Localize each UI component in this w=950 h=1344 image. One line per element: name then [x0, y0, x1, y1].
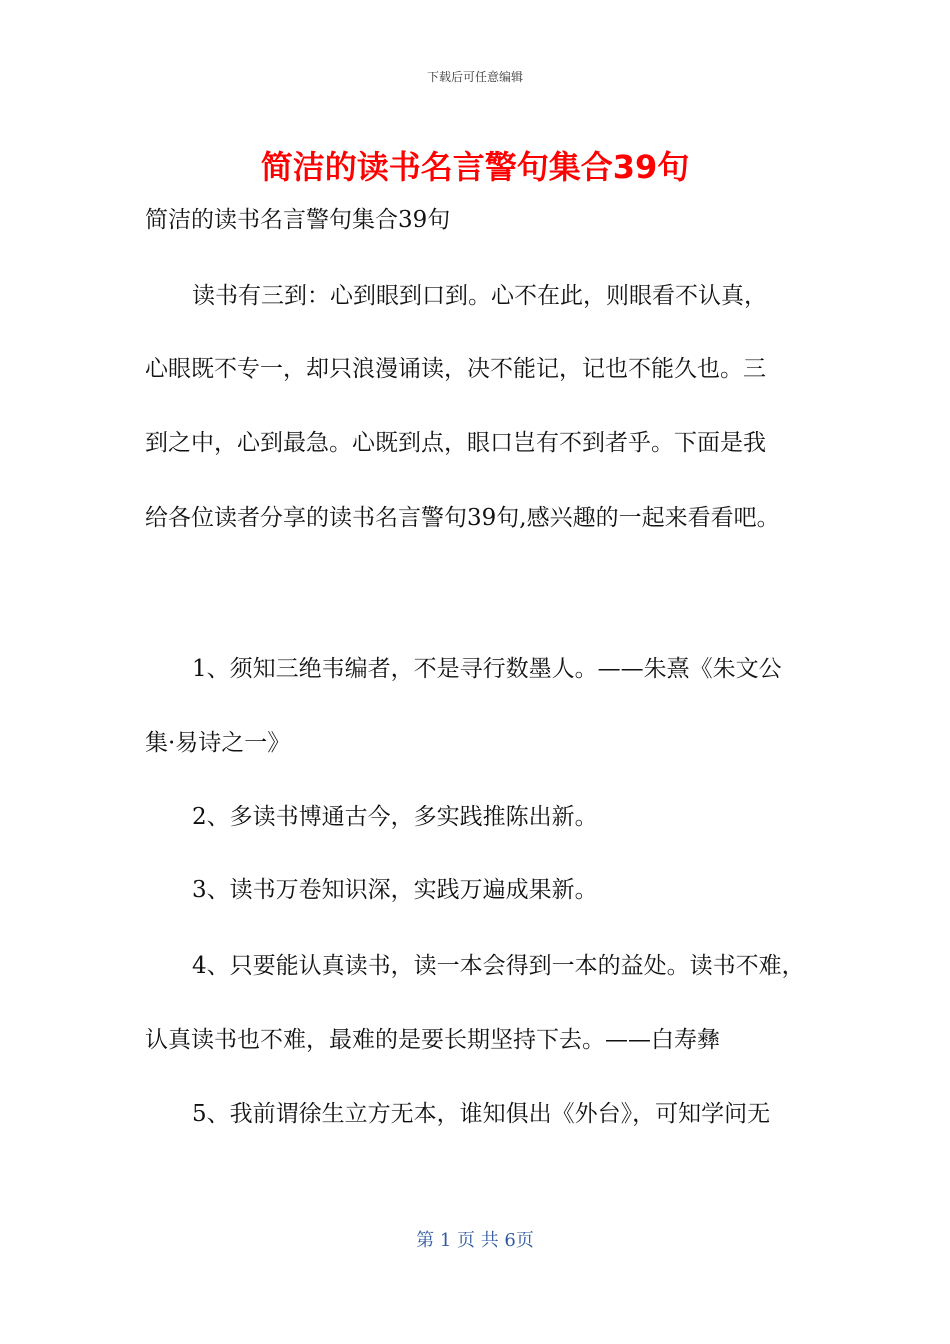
document-title: 简洁的读书名言警句集合39句 — [260, 148, 690, 186]
quote-2-line-1: 2、多读书博通古今，多实践推陈出新。 — [192, 804, 598, 830]
quote-1-line-1: 1、须知三绝韦编者，不是寻行数墨人。——朱熹《朱文公 — [192, 656, 782, 682]
intro-line-3: 到之中，心到最急。心既到点，眼口岂有不到者乎。下面是我 — [145, 430, 766, 456]
page-footer: 第 1 页 共 6页 — [416, 1230, 534, 1251]
quote-4-line-2: 认真读书也不难，最难的是要长期坚持下去。——白寿彝 — [145, 1027, 720, 1053]
intro-line-1: 读书有三到：心到眼到口到。心不在此，则眼看不认真， — [192, 283, 767, 309]
quote-1-line-2: 集·易诗之一》 — [145, 730, 291, 756]
intro-line-4: 给各位读者分享的读书名言警句39句,感兴趣的一起来看看吧。 — [145, 505, 780, 531]
subtitle-line: 简洁的读书名言警句集合39句 — [145, 207, 451, 233]
intro-line-2: 心眼既不专一，却只浪漫诵读，决不能记，记也不能久也。三 — [145, 356, 766, 382]
quote-4-line-1: 4、只要能认真读书，读一本会得到一本的益处。读书不难， — [192, 953, 805, 979]
header-note: 下载后可任意编辑 — [426, 70, 523, 84]
quote-5-line-1: 5、我前谓徐生立方无本，谁知俱出《外台》，可知学问无 — [192, 1101, 771, 1127]
quote-3-line-1: 3、读书万卷知识深，实践万遍成果新。 — [192, 877, 598, 903]
